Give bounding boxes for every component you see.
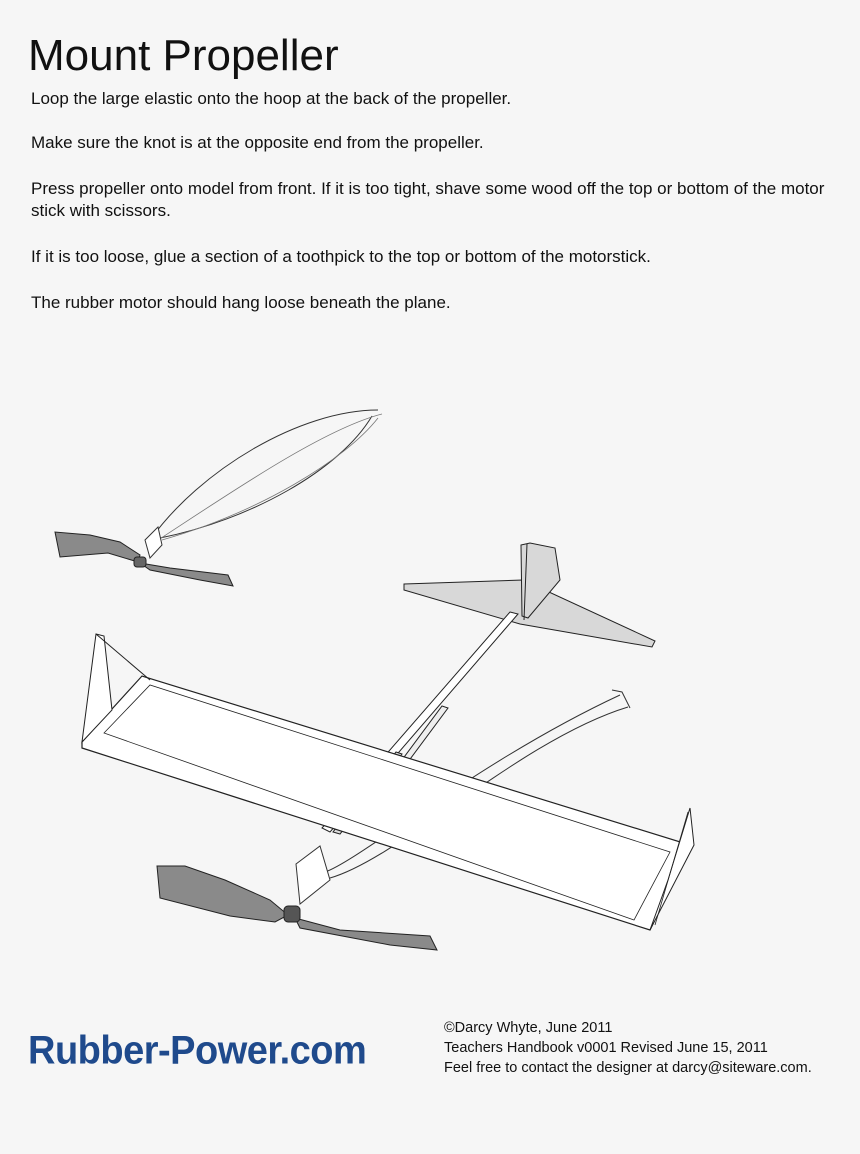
mounted-blade-right [295,918,437,950]
brand-logo: Rubber-Power.com [28,1028,367,1074]
tail-assembly [404,543,655,647]
instruction-4: If it is too loose, glue a section of a toothpick to the top or bottom of the motorstick. [31,247,651,266]
propeller-hanger [145,527,162,558]
rubber-loop [150,410,378,540]
mounted-propeller [157,846,437,950]
propeller-blade-right [140,563,233,586]
detached-propeller [55,410,382,586]
mounted-hanger [296,846,330,904]
page-title: Mount Propeller [28,31,339,80]
copyright-text: ©Darcy Whyte, June 2011 [444,1020,613,1036]
instruction-1: Loop the large elastic onto the hoop at the back of the propeller. [31,89,512,108]
version-text: Teachers Handbook v0001 Revised June 15, 2011 [444,1040,768,1056]
contact-text: Feel free to contact the designer at darcy@siteware.com. [444,1060,812,1076]
credits [444,1018,812,1078]
propeller-hub [134,557,146,567]
instruction-2: Make sure the knot is at the opposite end from the propeller. [31,133,484,152]
propeller-blade-left [55,532,140,562]
instruction-5: The rubber motor should hang loose beneath the plane. [31,293,451,312]
mounted-blade-left [157,866,288,922]
instruction-3: Press propeller onto model from front. If it is too tight, shave some wood off the top or bottom of the motor stick with scissors. [31,179,825,220]
airplane-illustration [0,380,860,980]
